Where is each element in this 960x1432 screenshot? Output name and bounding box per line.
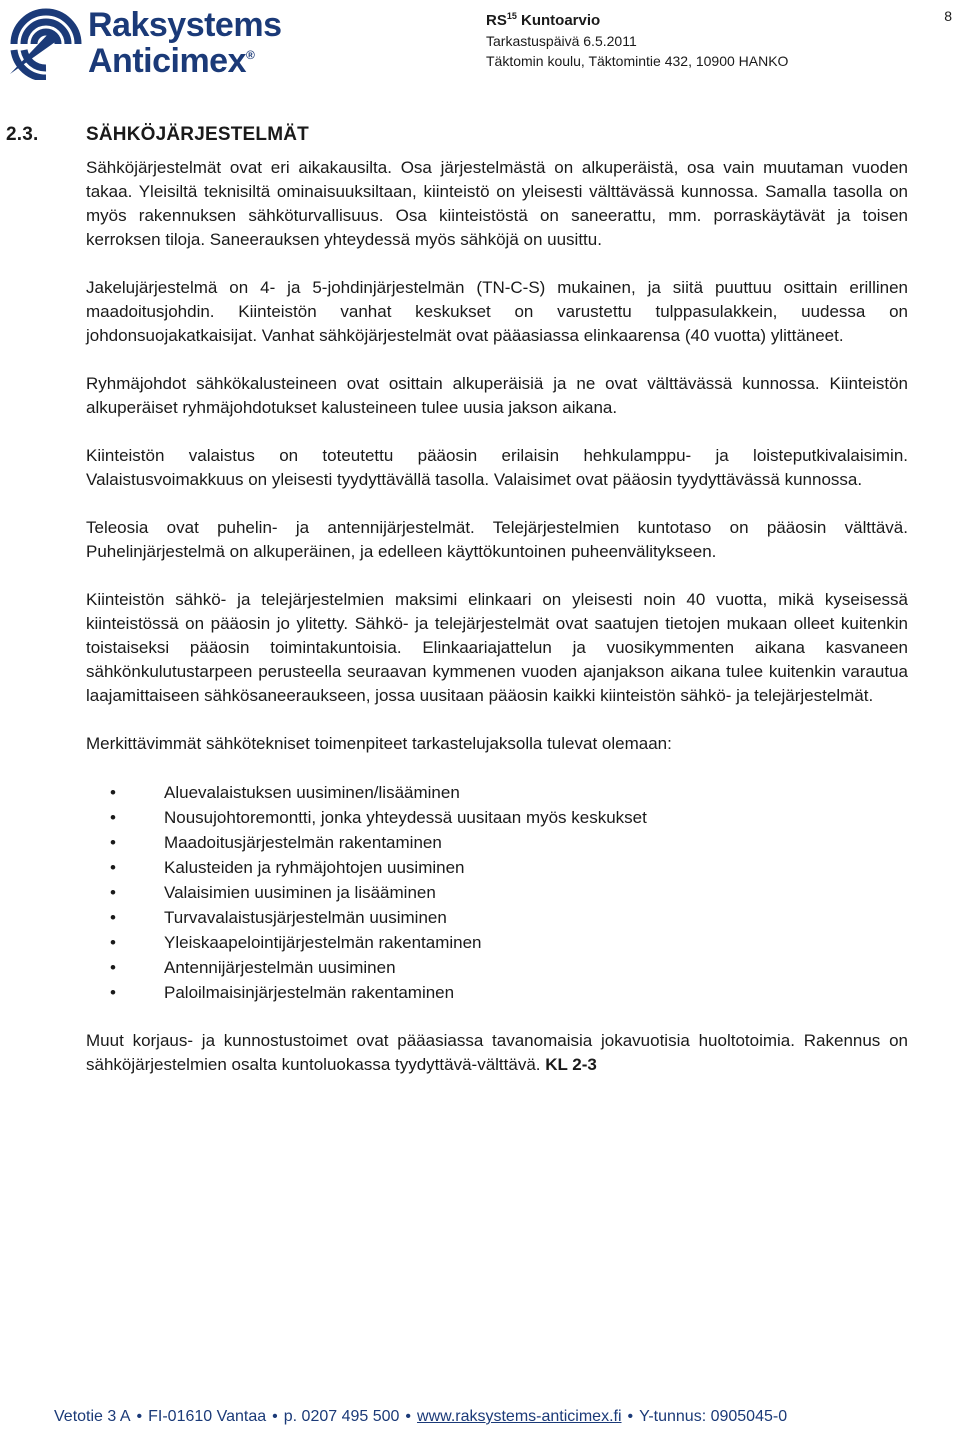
paragraph-telecom: Teleosia ovat puhelin- ja antennijärjestelmät. Telejärjestelmien kuntotaso on pääosin välttävä. Puhelinjärjestelmä on alkuperäinen, ja edelleen käyttökuntoinen puheenvälitykseen.	[86, 518, 908, 561]
list-item: • Valaisimien uusiminen ja lisääminen	[86, 880, 908, 905]
company-logo	[6, 4, 306, 84]
condition-rating: KL 2-3	[545, 1055, 597, 1074]
section-heading	[6, 124, 309, 146]
document-header	[486, 6, 788, 71]
paragraph-general: Sähköjärjestelmät ovat eri aikakausilta. Osa järjestelmästä on alkuperäistä, osa vain muutaman vuoden takaa. Yleisiltä teknisiltä ominaisuuksiltaan, kiinteistö on yleisesti välttävässä kunnossa. Samalla tasolla on myös rakennuksen sähköturvallisuus. Osa kiinteistöstä on saneerattu, mm. porraskäytävät ja toisen kerroksen tiloja. Saneerauksen yhteydessä myös sähköjä on uusittu.	[86, 158, 908, 249]
paragraph-lighting: Kiinteistön valaistus on toteutettu pääosin erilaisin hehkulamppu- ja loisteputkivalaisimin. Valaistusvoimakkuus on yleisesti tyydyttävällä tasolla. Valaisimet ovat pääosin tyydyttävässä kunnossa.	[86, 446, 908, 489]
footer-postal: FI-01610 Vantaa	[148, 1408, 267, 1425]
page-number: 8	[944, 8, 952, 24]
list-item: • Aluevalaistuksen uusiminen/lisääminen	[86, 780, 908, 805]
bullet-icon: •	[110, 858, 116, 877]
bullet-icon: •	[110, 908, 116, 927]
property-address: Täktomin koulu, Täktomintie 432, 10900 HANKO	[486, 53, 789, 69]
bullet-icon: •	[110, 983, 116, 1002]
bullet-icon: •	[110, 958, 116, 977]
list-item: • Yleiskaapelointijärjestelmän rakentaminen	[86, 930, 908, 955]
footer-address: Vetotie 3 A	[54, 1408, 131, 1425]
footer-separator: •	[136, 1408, 143, 1425]
report-title: RS$^{15}$ Kuntoarvio	[486, 11, 601, 29]
list-item: • Maadoitusjärjestelmän rakentaminen	[86, 830, 908, 855]
inspection-date: Tarkastuspäivä 6.5.2011	[486, 33, 637, 49]
paragraph-measures-intro: Merkittävimmät sähkötekniset toimenpiteet tarkastelujaksolla tulevat olemaan:	[86, 734, 672, 753]
footer-website-link[interactable]: www.raksystems-anticimex.fi	[417, 1408, 622, 1425]
registered-mark: ®	[246, 48, 255, 62]
list-item: • Kalusteiden ja ryhmäjohtojen uusiminen	[86, 855, 908, 880]
logo-wordmark-line1: Raksystems	[88, 6, 282, 44]
footer-separator: •	[272, 1408, 278, 1425]
bullet-icon: •	[110, 783, 116, 802]
list-item: • Paloilmaisinjärjestelmän rakentaminen	[86, 980, 908, 1005]
bullet-icon: •	[110, 833, 116, 852]
bullet-icon: •	[110, 933, 116, 952]
list-item: • Nousujohtoremontti, jonka yhteydessä uusitaan myös keskukset	[86, 805, 908, 830]
company-logo-icon	[6, 4, 86, 80]
page-footer	[54, 1408, 787, 1426]
paragraph-group-wiring: Ryhmäjohdot sähkökalusteineen ovat osittain alkuperäisiä ja ne ovat välttävässä kunnossa. Kiinteistön alkuperäiset ryhmäjohdotukset kalusteineen tulee uusia jakson aikana.	[86, 374, 908, 417]
paragraph-lifecycle: Kiinteistön sähkö- ja telejärjestelmien maksimi elinkaari on yleisesti noin 40 vuotta, mikä kyseisessä kiinteistössä on pääosin jo ylitetty. Sähkö- ja telejärjestelmät ovat saatujen tietojen mukaan olleet kuitenkin toistaiseksi pääosin toimintakuntoisia. Elinkaariajattelun ja vuosikymmenten aikana kasvaneen sähkönkulutustarpeen perusteella seuraavan kymmenen vuoden ajanjakson aikana tulee kuitenkin varautua laajamittaiseen sähkösaneeraukseen, jossa uusitaan pääosin kaikki kiinteistön sähkö- ja telejärjestelmät.	[86, 590, 908, 705]
footer-separator: •	[627, 1408, 634, 1425]
list-item: • Antennijärjestelmän uusiminen	[86, 955, 908, 980]
section-title: SÄHKÖJÄRJESTELMÄT	[86, 124, 309, 145]
measures-list	[86, 780, 908, 1005]
bullet-icon: •	[110, 883, 116, 902]
section-content	[86, 158, 908, 1101]
footer-phone: p. 0207 495 500	[283, 1408, 400, 1425]
footer-separator: •	[405, 1408, 412, 1425]
logo-wordmark-line2: Anticimex®	[88, 42, 255, 80]
list-item: • Turvavalaistusjärjestelmän uusiminen	[86, 905, 908, 930]
footer-business-id: Y-tunnus: 0905045-0	[639, 1408, 788, 1425]
bullet-icon: •	[110, 808, 116, 827]
paragraph-closing: Muut korjaus- ja kunnostustoimet ovat pääasiassa tavanomaisia jokavuotisia huoltotoimia. Rakennus on sähköjärjestelmien osalta kuntoluokassa tyydyttävä-välttävä. KL 2-3	[86, 1031, 908, 1074]
paragraph-distribution: Jakelujärjestelmä on 4- ja 5-johdinjärjestelmän (TN-C-S) mukainen, ja siitä puuttuu osittain erillinen maadoitusjohdin. Kiinteistön vanhat keskukset on varustettu tulppasulakkein, uudessa on johdonsuojakatkaisijat. Vanhat sähköjärjestelmät ovat pääasiassa elinkaarensa (40 vuotta) ylittäneet.	[86, 278, 908, 345]
section-number: 2.3.	[6, 124, 39, 145]
